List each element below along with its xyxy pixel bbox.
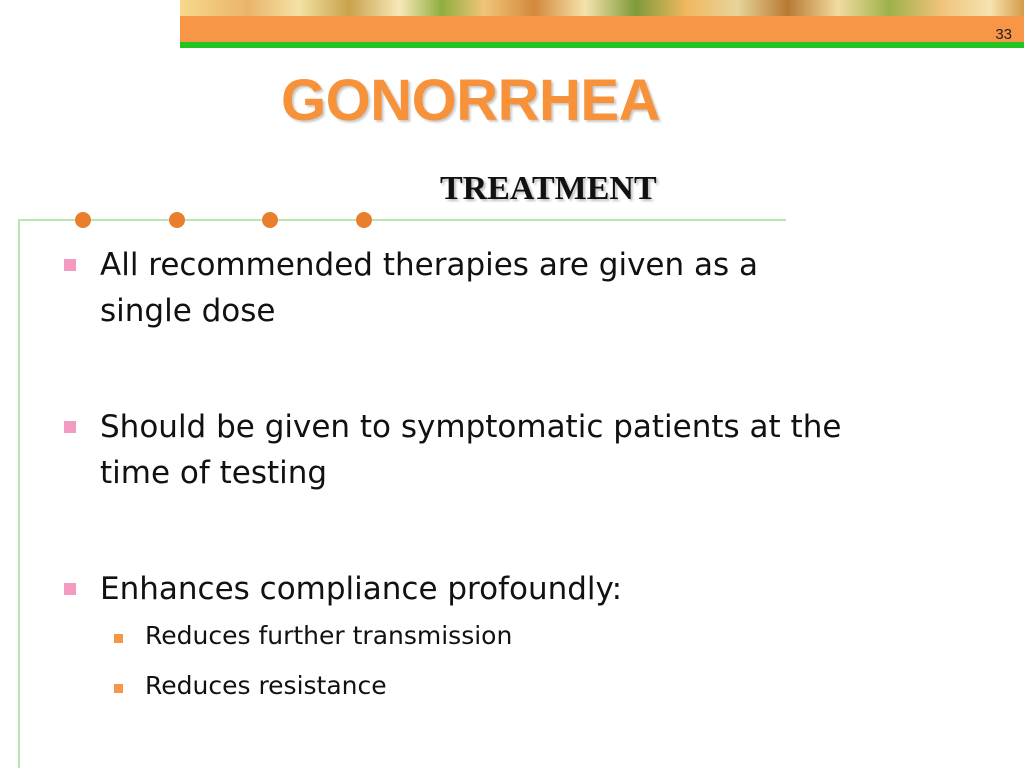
decorative-banner-image [180,0,1024,16]
header-orange-bar [180,16,1024,42]
bullet-line: All recommended therapies are given as a [100,247,759,283]
bullet-text [100,242,950,334]
sub-bullet-text: Reduces resistance [145,671,387,700]
bullet-text [100,566,950,612]
sub-bullet-text: Reduces further transmission [145,621,513,650]
decorative-dot [169,212,185,228]
square-bullet-icon [64,421,76,433]
square-bullet-icon [114,684,123,693]
slide-title: GONORRHEA [281,68,660,133]
bullet-line: single dose [100,293,276,329]
bullet-line: Should be given to symptomatic patients at the [100,409,842,445]
slide-subtitle: TREATMENT [440,170,657,207]
bullet-line: Enhances compliance profoundly: [100,571,623,607]
bullet-line: time of testing [100,455,328,491]
horizontal-divider [18,219,786,221]
square-bullet-icon [114,634,123,643]
decorative-dot [356,212,372,228]
square-bullet-icon [64,583,76,595]
decorative-dot [75,212,91,228]
slide-number: 33 [995,26,1012,43]
decorative-dot [262,212,278,228]
vertical-divider [18,219,20,768]
square-bullet-icon [64,259,76,271]
header-green-bar [180,42,1024,48]
bullet-text [100,404,950,496]
